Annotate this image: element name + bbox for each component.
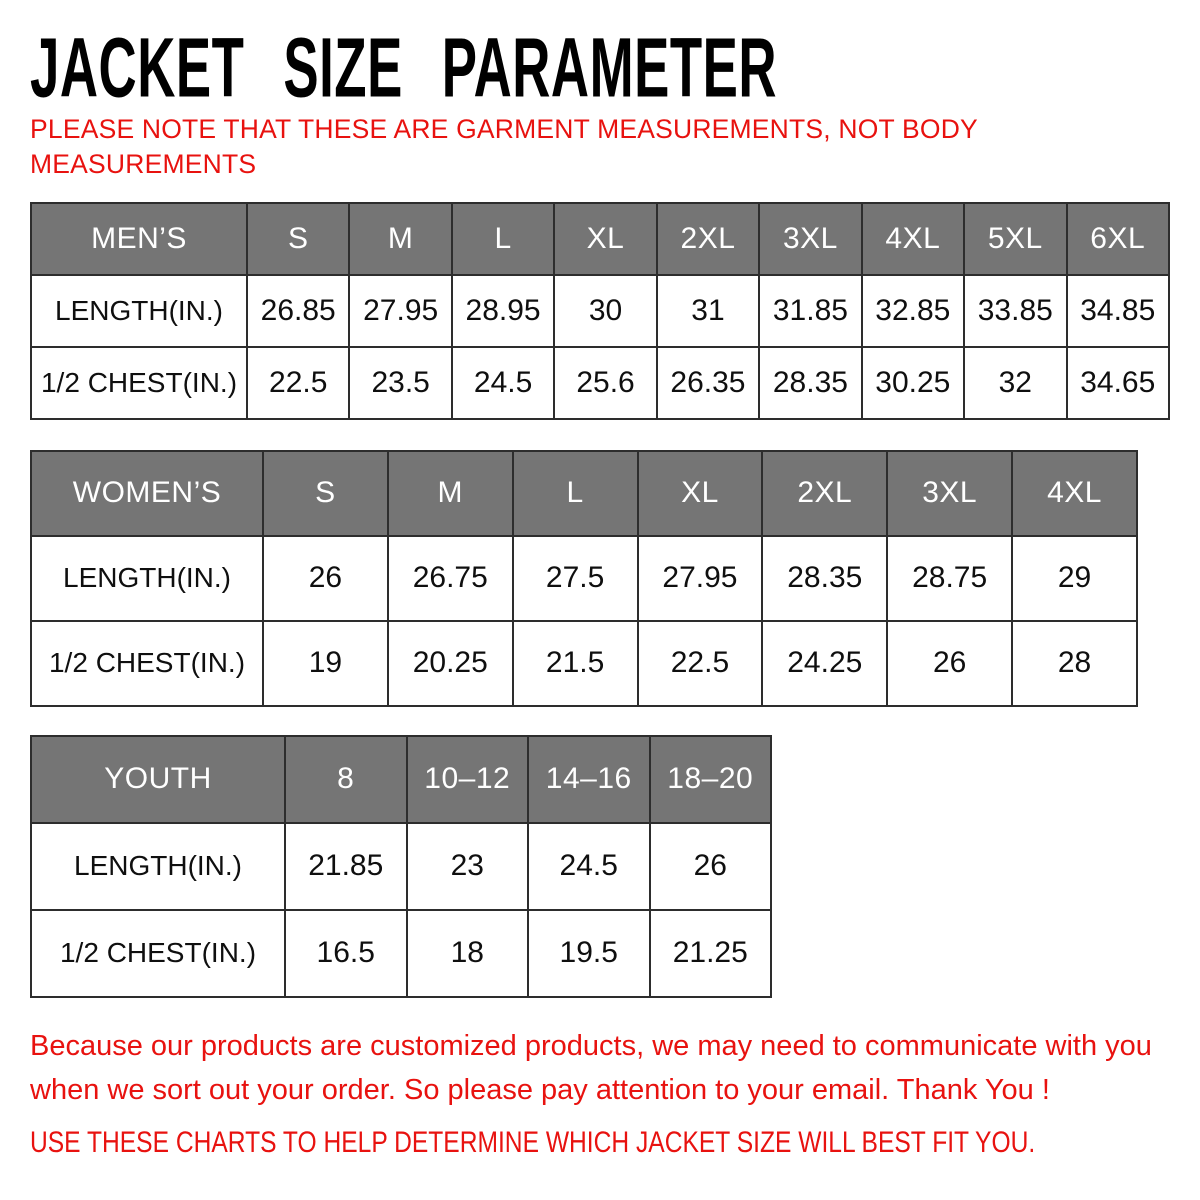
size-value: 30.25 [862,347,964,419]
table-title-cell: MEN’S [31,203,247,275]
size-value: 27.95 [638,536,763,621]
size-column-header: 4XL [1012,451,1137,536]
size-value: 26 [650,823,772,910]
size-column-header: 3XL [759,203,861,275]
header-row [31,203,1169,275]
row-label: LENGTH(IN.) [31,823,285,910]
row-label: 1/2 CHEST(IN.) [31,347,247,419]
size-value: 21.5 [513,621,638,706]
table-row [31,536,1137,621]
size-value: 26.85 [247,275,349,347]
row-label: LENGTH(IN.) [31,536,263,621]
size-column-header: M [388,451,513,536]
size-column-header: 18–20 [650,736,772,823]
table-title-cell: WOMEN’S [31,451,263,536]
size-column-header: XL [554,203,656,275]
size-value: 31.85 [759,275,861,347]
size-value: 22.5 [638,621,763,706]
size-column-header: 4XL [862,203,964,275]
size-value: 28.95 [452,275,554,347]
size-column-header: L [513,451,638,536]
size-value: 29 [1012,536,1137,621]
size-value: 28.75 [887,536,1012,621]
size-value: 30 [554,275,656,347]
chart-usage-instruction: USE THESE CHARTS TO HELP DETERMINE WHICH JACKET SIZE WILL BEST FIT YOU. [30,1126,1036,1160]
size-column-header: L [452,203,554,275]
size-column-header: 6XL [1067,203,1170,275]
header-row [31,736,771,823]
size-value: 28.35 [759,347,861,419]
size-value: 19.5 [528,910,650,997]
size-value: 32.85 [862,275,964,347]
size-column-header: 14–16 [528,736,650,823]
table-row [31,910,771,997]
size-value: 25.6 [554,347,656,419]
size-value: 19 [263,621,388,706]
row-label: LENGTH(IN.) [31,275,247,347]
size-value: 26 [263,536,388,621]
size-column-header: 3XL [887,451,1012,536]
size-value: 27.5 [513,536,638,621]
size-column-header: 8 [285,736,407,823]
customization-notice: Because our products are customized products, we may need to communicate with you when we sort out your order. So please pay attention to your email. Thank You ! [30,1029,1152,1107]
size-column-header: 5XL [964,203,1066,275]
header-row [31,451,1137,536]
size-value: 23 [407,823,529,910]
size-column-header: XL [638,451,763,536]
size-column-header: 2XL [762,451,887,536]
size-column-header: S [263,451,388,536]
size-value: 27.95 [349,275,451,347]
size-value: 28 [1012,621,1137,706]
table-row [31,275,1169,347]
page-title: JACKET SIZE PARAMETER [30,20,778,115]
table-row [31,621,1137,706]
size-value: 22.5 [247,347,349,419]
size-value: 26.75 [388,536,513,621]
size-value: 21.25 [650,910,772,997]
youth-size-table [30,735,772,998]
row-label: 1/2 CHEST(IN.) [31,910,285,997]
size-value: 31 [657,275,759,347]
table-title-cell: YOUTH [31,736,285,823]
size-value: 34.85 [1067,275,1170,347]
size-value: 26.35 [657,347,759,419]
size-value: 26 [887,621,1012,706]
size-value: 20.25 [388,621,513,706]
size-column-header: 10–12 [407,736,529,823]
size-column-header: M [349,203,451,275]
womens-size-table [30,450,1138,707]
size-value: 16.5 [285,910,407,997]
size-value: 18 [407,910,529,997]
row-label: 1/2 CHEST(IN.) [31,621,263,706]
size-value: 24.5 [452,347,554,419]
size-column-header: S [247,203,349,275]
size-column-header: 2XL [657,203,759,275]
size-value: 32 [964,347,1066,419]
size-value: 28.35 [762,536,887,621]
size-value: 34.65 [1067,347,1170,419]
table-row [31,347,1169,419]
size-value: 23.5 [349,347,451,419]
size-value: 21.85 [285,823,407,910]
mens-size-table [30,202,1170,420]
size-value: 24.5 [528,823,650,910]
table-row [31,823,771,910]
garment-measurement-note: PLEASE NOTE THAT THESE ARE GARMENT MEASUREMENTS, NOT BODY MEASUREMENTS [30,114,978,179]
size-value: 24.25 [762,621,887,706]
size-value: 33.85 [964,275,1066,347]
